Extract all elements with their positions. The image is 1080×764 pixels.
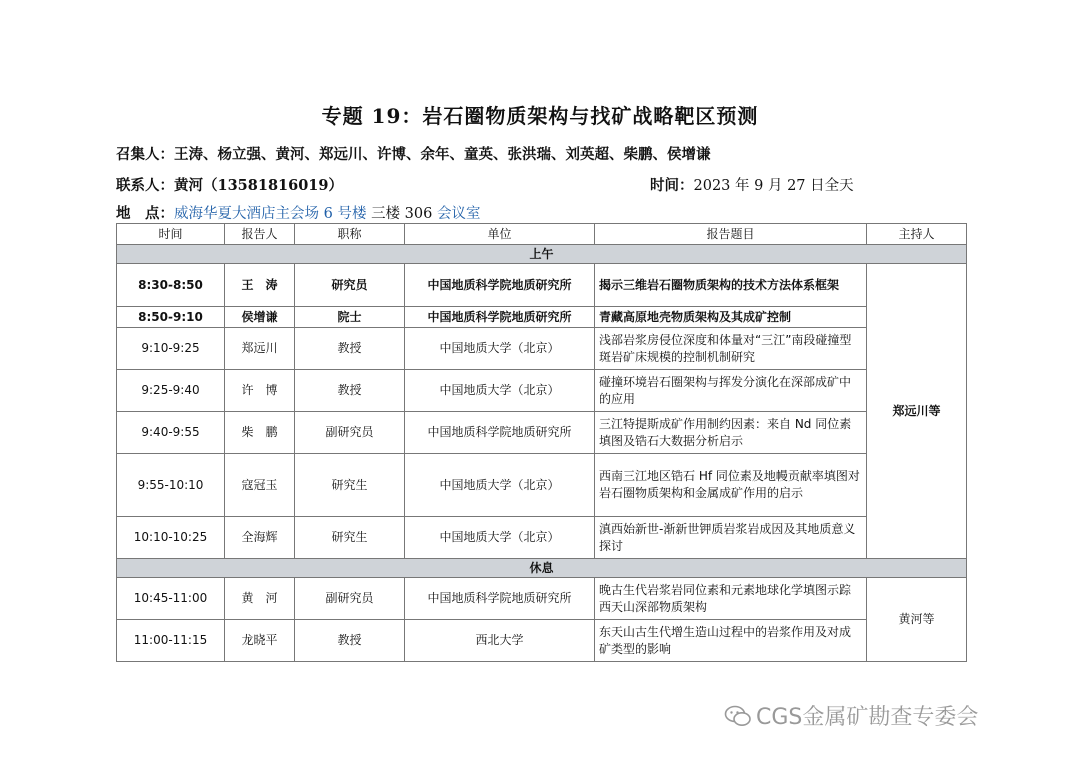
cell-topic: 晚古生代岩浆岩同位素和元素地球化学填图示踪西天山深部物质架构	[595, 578, 867, 620]
cell-topic: 青藏高原地壳物质架构及其成矿控制	[595, 307, 867, 328]
section-row-break	[117, 559, 967, 578]
cell-org: 中国地质科学院地质研究所	[405, 578, 595, 620]
cell-host: 黄河等	[867, 578, 967, 662]
cell-speaker: 侯增谦	[225, 307, 295, 328]
cell-time: 11:00-11:15	[117, 620, 225, 662]
cell-rank: 院士	[295, 307, 405, 328]
location-room: 306	[404, 206, 433, 222]
cell-time: 10:10-10:25	[117, 517, 225, 559]
cell-speaker: 许 博	[225, 370, 295, 412]
table-row	[117, 517, 967, 559]
cell-topic: 三江特提斯成矿作用制约因素：来自 Nd 同位素填图及锆石大数据分析启示	[595, 412, 867, 454]
contact-line	[116, 174, 343, 195]
table-row	[117, 328, 967, 370]
cell-time: 9:55-10:10	[117, 454, 225, 517]
cell-rank: 教授	[295, 370, 405, 412]
cell-speaker: 全海辉	[225, 517, 295, 559]
cell-speaker: 郑远川	[225, 328, 295, 370]
table-row	[117, 370, 967, 412]
table-row	[117, 307, 967, 328]
header-rank: 职称	[295, 224, 405, 245]
cell-rank: 副研究员	[295, 578, 405, 620]
conveners-line	[116, 143, 711, 164]
cell-topic: 揭示三维岩石圈物质架构的技术方法体系框架	[595, 264, 867, 307]
location-room-label: 会议室	[436, 206, 481, 222]
cell-org: 中国地质大学（北京）	[405, 370, 595, 412]
cell-org: 中国地质大学（北京）	[405, 454, 595, 517]
cell-speaker: 寇冠玉	[225, 454, 295, 517]
cell-rank: 研究生	[295, 517, 405, 559]
table-row	[117, 454, 967, 517]
header-time: 时间	[117, 224, 225, 245]
cell-org: 中国地质大学（北京）	[405, 517, 595, 559]
contact-label: 联系人：	[116, 177, 174, 194]
header-speaker: 报告人	[225, 224, 295, 245]
cell-time: 9:25-9:40	[117, 370, 225, 412]
cell-speaker: 龙晓平	[225, 620, 295, 662]
header-host: 主持人	[867, 224, 967, 245]
table-row	[117, 412, 967, 454]
cell-rank: 教授	[295, 620, 405, 662]
cell-org: 中国地质科学院地质研究所	[405, 307, 595, 328]
document-title: 专题 19：岩石圈物质架构与找矿战略靶区预测	[321, 104, 759, 128]
cell-time: 8:30-8:50	[117, 264, 225, 307]
cell-topic: 浅部岩浆房侵位深度和体量对“三江”南段碰撞型斑岩矿床规模的控制机制研究	[595, 328, 867, 370]
section-label: 休息	[117, 559, 967, 578]
watermark	[724, 700, 978, 731]
cell-time: 8:50-9:10	[117, 307, 225, 328]
time-label: 时间：	[650, 177, 694, 194]
cell-rank: 副研究员	[295, 412, 405, 454]
contact-value: 黄河（13581816019）	[174, 177, 343, 194]
time-value: 2023 年 9 月 27 日全天	[693, 178, 854, 194]
cell-org: 西北大学	[405, 620, 595, 662]
cell-rank: 研究员	[295, 264, 405, 307]
agenda-table	[116, 223, 967, 662]
cell-time: 9:40-9:55	[117, 412, 225, 454]
cell-speaker: 黄 河	[225, 578, 295, 620]
section-label: 上午	[117, 245, 967, 264]
cell-time: 10:45-11:00	[117, 578, 225, 620]
conveners-value: 王涛、杨立强、黄河、郑远川、许博、余年、童英、张洪瑞、刘英超、柴鹏、侯增谦	[174, 146, 711, 163]
location-label: 地 点：	[116, 205, 174, 222]
cell-org: 中国地质科学院地质研究所	[405, 412, 595, 454]
cell-org: 中国地质科学院地质研究所	[405, 264, 595, 307]
table-row	[117, 620, 967, 662]
wechat-icon	[724, 705, 752, 727]
table-row	[117, 264, 967, 307]
table-header-row	[117, 224, 967, 245]
cell-time: 9:10-9:25	[117, 328, 225, 370]
cell-org: 中国地质大学（北京）	[405, 328, 595, 370]
conveners-label: 召集人：	[116, 146, 174, 163]
table-row	[117, 578, 967, 620]
location-value: 威海华夏大酒店主会场 6 号楼	[174, 206, 367, 222]
cell-topic: 碰撞环境岩石圈架构与挥发分演化在深部成矿中的应用	[595, 370, 867, 412]
watermark-text: CGS金属矿勘查专委会	[756, 705, 979, 730]
header-topic: 报告题目	[595, 224, 867, 245]
cell-topic: 滇西始新世-渐新世钾质岩浆岩成因及其地质意义探讨	[595, 517, 867, 559]
location-floor: 三楼	[371, 206, 401, 222]
cell-rank: 研究生	[295, 454, 405, 517]
cell-topic: 东天山古生代增生造山过程中的岩浆作用及对成矿类型的影响	[595, 620, 867, 662]
cell-rank: 教授	[295, 328, 405, 370]
cell-topic: 西南三江地区锆石 Hf 同位素及地幔贡献率填图对岩石圈物质架构和金属成矿作用的启示	[595, 454, 867, 517]
location-line	[116, 202, 480, 223]
header-org: 单位	[405, 224, 595, 245]
section-row-morning	[117, 245, 967, 264]
cell-speaker: 柴 鹏	[225, 412, 295, 454]
cell-speaker: 王 涛	[225, 264, 295, 307]
cell-host: 郑远川等	[867, 264, 967, 559]
time-line	[650, 174, 854, 195]
